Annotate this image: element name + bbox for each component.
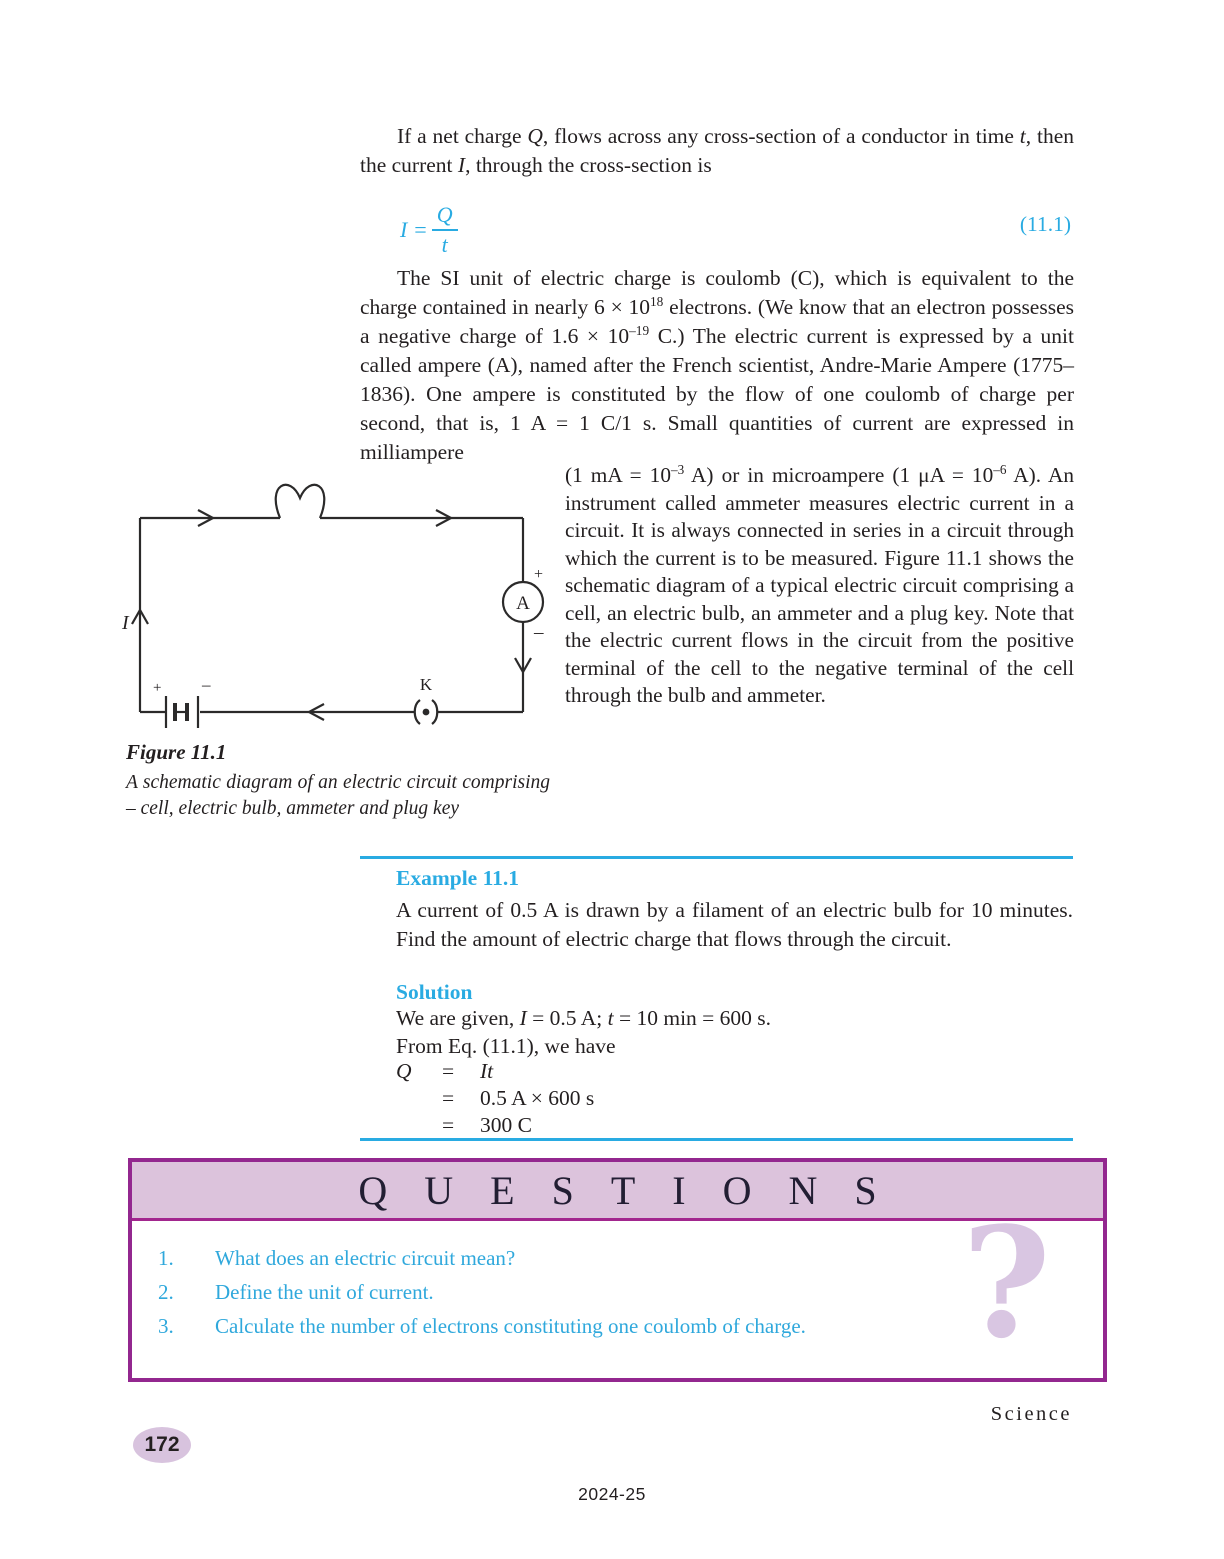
solution-eq-sign: = — [442, 1059, 455, 1083]
fraction-denominator: t — [441, 232, 448, 257]
footer-subject: Science — [990, 1403, 1072, 1425]
solution-eq-rhs: 0.5 A × 600 s — [480, 1086, 595, 1110]
question-text: What does an electric circuit mean? — [215, 1246, 516, 1270]
example-top-rule — [360, 856, 1073, 859]
bulb-icon — [276, 485, 325, 518]
solution-eq-rhs: It — [480, 1059, 494, 1083]
questions-box — [128, 1158, 1107, 1382]
solution-title: Solution — [396, 980, 473, 1004]
key-label: K — [419, 675, 433, 694]
equation-expression — [400, 202, 458, 258]
solution-eq-lhs — [396, 1087, 442, 1109]
example-title: Example 11.1 — [396, 866, 520, 890]
figure-caption-title: Figure 11.1 — [126, 740, 227, 764]
fraction-numerator: Q — [432, 202, 458, 231]
current-label: I — [122, 612, 129, 634]
question-text: Calculate the number of electrons constituting one coulomb of charge. — [215, 1314, 806, 1338]
solution-from-eq: From Eq. (11.1), we have — [396, 1034, 616, 1058]
circuit-diagram — [120, 476, 564, 742]
ammeter-label: A — [516, 593, 530, 614]
solution-eq-lhs: Q — [396, 1059, 412, 1083]
fraction — [432, 202, 458, 258]
figure-caption-text: A schematic diagram of an electric circuit comprising – cell, electric bulb, ammeter and plug key — [126, 772, 550, 819]
solution-eq-sign: = — [442, 1113, 455, 1137]
example-bottom-rule — [360, 1138, 1073, 1141]
ammeter-minus-label: – — [534, 622, 544, 643]
equation-number: (11.1) — [1019, 212, 1071, 236]
example-body: A current of 0.5 A is drawn by a filament of an electric bulb for 10 minutes. Find the amount of electric charge that flows through the circuit. — [396, 898, 1073, 951]
equation-11-1 — [360, 196, 1073, 258]
figure-caption — [126, 740, 550, 822]
cell-plus-label: + — [153, 680, 162, 696]
solution-given: We are given, I = 0.5 A; t = 10 min = 600 s. — [396, 1006, 772, 1030]
plug-key-dot — [423, 709, 430, 716]
ammeter-plus-label: + — [534, 566, 544, 583]
question-text: Define the unit of current. — [215, 1280, 434, 1304]
questions-list — [132, 1193, 1103, 1372]
solution-eq-sign: = — [442, 1086, 455, 1110]
questions-header — [132, 1162, 1103, 1221]
footer-edition: 2024-25 — [578, 1484, 646, 1504]
cell-minus-label: – — [202, 675, 211, 694]
solution-eq-rhs: 300 C — [480, 1113, 532, 1137]
question-number: 3. — [158, 1314, 174, 1338]
question-number: 2. — [158, 1280, 174, 1304]
page-number-badge: 172 — [133, 1427, 191, 1463]
question-mark-icon: ? — [961, 1193, 1051, 1372]
intro-paragraph: If a net charge Q, flows across any cross-section of a conductor in time t, then the current I, through the cross-section is — [360, 124, 1074, 177]
questions-title: QUESTIONS — [358, 1167, 914, 1213]
question-number: 1. — [158, 1246, 174, 1270]
charge-unit-paragraph: The SI unit of electric charge is coulomb (C), which is equivalent to the charge contained in nearly $6 \times 10^{18}$ electrons. (We know that an electron possesses a negative charge of $1.6 \times 10^{-19}$ C.) The electric current is expressed by a unit called ampere (A), named after the French scientist, Andre-Marie Ampere (1775–1836). One ampere is constituted by the flow of one coulomb of charge per second, that is, 1 A = 1 C/1 s. Small quantities of current are expressed in milliampere — [360, 266, 1074, 464]
solution-eq-lhs — [396, 1114, 442, 1136]
solution-equations — [396, 1060, 594, 1136]
equation-lhs: I = — [400, 217, 428, 242]
ammeter-paragraph: (1 mA = $10^{-3}$ A) or in microampere (1 $\mu A = 10^{-6}$ A). An instrument called ammeter measures electric current in a circuit. It is always connected in series in a circuit through which the current is to be measured. Figure 11.1 shows the schematic diagram of a typical electric circuit comprising a cell, an electric bulb, an ammeter and a plug key. Note that the electric current flows in the circuit from the positive terminal of the cell to the negative terminal of the cell through the bulb and ammeter. — [565, 461, 1074, 707]
